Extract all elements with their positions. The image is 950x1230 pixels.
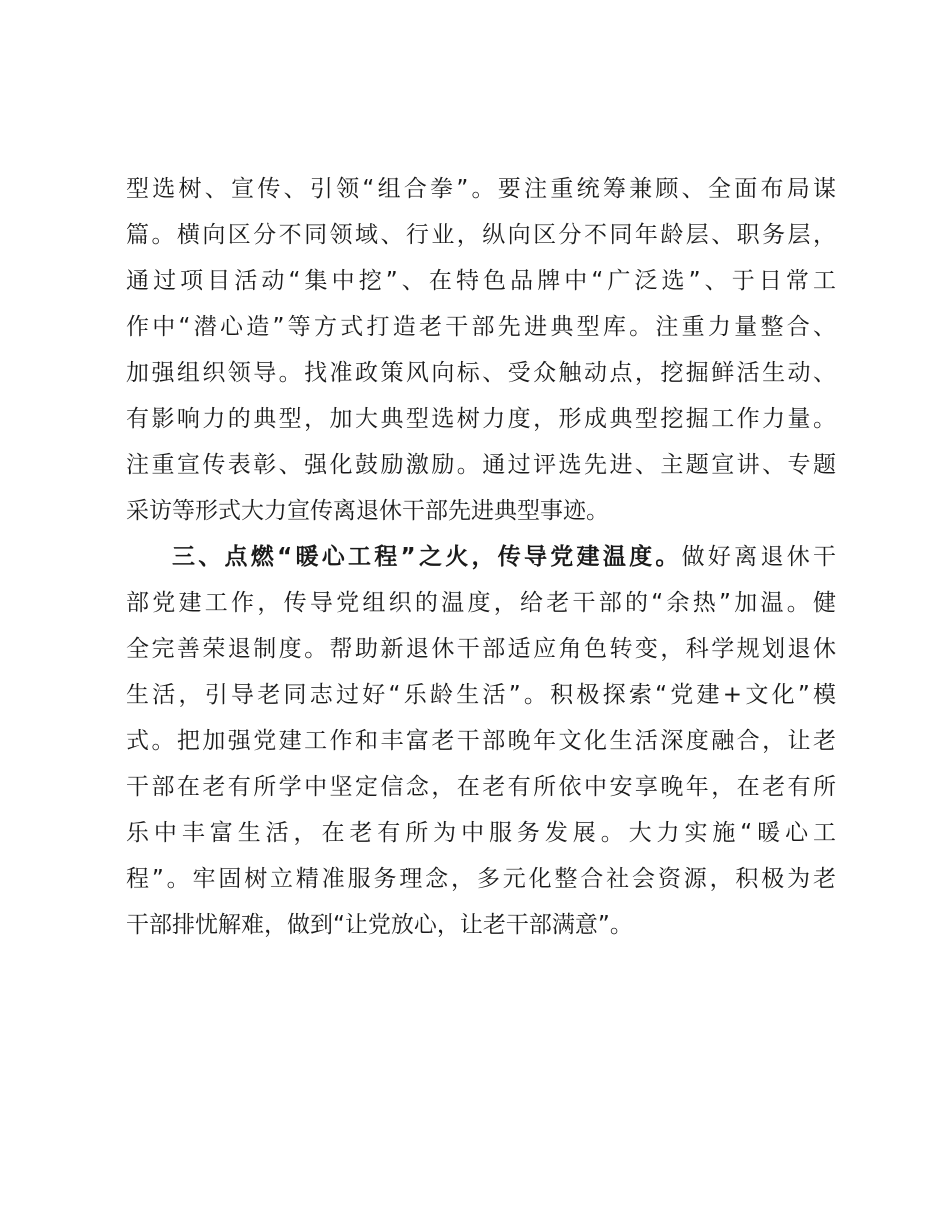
paragraph-line: 作中“潜心造”等方式打造老干部先进典型库。注重力量整合、 xyxy=(126,314,836,340)
paragraph-line: 乐中丰富生活，在老有所为中服务发展。大力实施“暖心工 xyxy=(126,820,836,846)
paragraph-warm-heart-project xyxy=(126,534,836,948)
paragraph-line: 程”。牢固树立精准服务理念，多元化整合社会资源，积极为老 xyxy=(126,866,836,892)
paragraph-line: 干部排忧解难，做到“让党放心，让老干部满意”。 xyxy=(126,912,633,938)
paragraph-line: 生活，引导老同志过好“乐龄生活”。积极探索“党建+文化”模 xyxy=(126,682,836,708)
heading-line-body: 做好离退休干 xyxy=(681,544,837,570)
paragraph-line: 通过项目活动“集中挖”、在特色品牌中“广泛选”、于日常工 xyxy=(126,268,836,294)
paragraph-line: 干部在老有所学中坚定信念，在老有所依中安享晚年，在老有所 xyxy=(126,774,836,800)
section-heading: 三、点燃“暖心工程”之火，传导党建温度。 xyxy=(172,544,682,570)
paragraph-line: 采访等形式大力宣传离退休干部先进典型事迹。 xyxy=(126,498,609,524)
paragraph-line: 式。把加强党建工作和丰富老干部晚年文化生活深度融合，让老 xyxy=(126,728,836,754)
paragraph-line: 型选树、宣传、引领“组合拳”。要注重统筹兼顾、全面布局谋 xyxy=(126,176,836,202)
paragraph-line: 部党建工作，传导党组织的温度，给老干部的“余热”加温。健 xyxy=(126,590,836,616)
section-heading-line xyxy=(126,534,836,580)
paragraph-typical-cultivation xyxy=(126,166,836,534)
paragraph-line: 加强组织领导。找准政策风向标、受众触动点，挖掘鲜活生动、 xyxy=(126,360,836,386)
paragraph-line: 篇。横向区分不同领域、行业，纵向区分不同年龄层、职务层， xyxy=(126,222,836,248)
paragraph-line: 有影响力的典型，加大典型选树力度，形成典型挖掘工作力量。 xyxy=(126,406,836,432)
paragraph-line: 注重宣传表彰、强化鼓励激励。通过评选先进、主题宣讲、专题 xyxy=(126,452,836,478)
document-page xyxy=(126,166,836,948)
paragraph-line: 全完善荣退制度。帮助新退休干部适应角色转变，科学规划退休 xyxy=(126,636,836,662)
